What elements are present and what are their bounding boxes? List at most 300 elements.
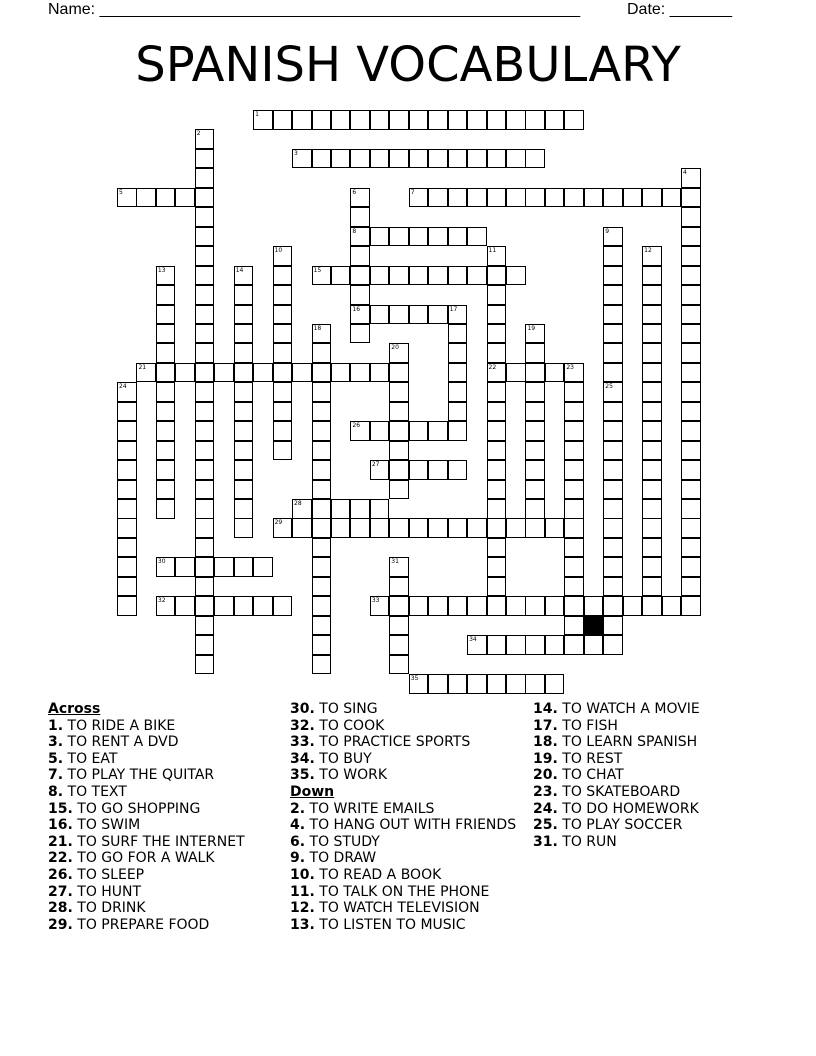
crossword-cell[interactable] [234,324,254,344]
crossword-cell[interactable] [175,596,195,616]
crossword-cell[interactable] [253,363,273,383]
crossword-cell[interactable] [312,343,332,363]
crossword-cell[interactable] [603,363,623,383]
crossword-cell[interactable] [506,149,526,169]
crossword-cell[interactable] [234,460,254,480]
crossword-cell[interactable] [409,674,429,694]
crossword-cell[interactable] [642,246,662,266]
crossword-cell[interactable] [448,227,468,247]
crossword-cell[interactable] [603,577,623,597]
crossword-cell[interactable] [117,421,137,441]
crossword-cell[interactable] [253,557,273,577]
crossword-cell[interactable] [175,557,195,577]
crossword-cell[interactable] [350,363,370,383]
crossword-cell[interactable] [409,518,429,538]
crossword-cell[interactable] [603,441,623,461]
crossword-cell[interactable] [350,246,370,266]
crossword-cell[interactable] [642,421,662,441]
crossword-cell[interactable] [195,285,215,305]
crossword-cell[interactable] [389,305,409,325]
crossword-cell[interactable] [428,421,448,441]
crossword-cell[interactable] [681,324,701,344]
crossword-cell[interactable] [273,402,293,422]
crossword-cell[interactable] [389,382,409,402]
crossword-cell[interactable] [409,188,429,208]
crossword-cell[interactable] [603,324,623,344]
crossword-cell[interactable] [487,538,507,558]
crossword-cell[interactable] [487,674,507,694]
crossword-cell[interactable] [525,674,545,694]
crossword-cell[interactable] [448,596,468,616]
crossword-cell[interactable] [350,227,370,247]
crossword-cell[interactable] [195,402,215,422]
crossword-cell[interactable] [506,674,526,694]
crossword-cell[interactable] [448,460,468,480]
crossword-cell[interactable] [389,635,409,655]
crossword-cell[interactable] [195,616,215,636]
crossword-cell[interactable] [195,518,215,538]
crossword-cell[interactable] [195,227,215,247]
crossword-cell[interactable] [681,499,701,519]
crossword-cell[interactable] [389,577,409,597]
crossword-cell[interactable] [292,363,312,383]
crossword-cell[interactable] [603,635,623,655]
crossword-cell[interactable] [525,635,545,655]
crossword-cell[interactable] [292,518,312,538]
crossword-cell[interactable] [525,382,545,402]
crossword-cell[interactable] [214,596,234,616]
crossword-cell[interactable] [195,382,215,402]
crossword-cell[interactable] [525,110,545,130]
crossword-cell[interactable] [312,382,332,402]
crossword-cell[interactable] [506,596,526,616]
crossword-cell[interactable] [487,577,507,597]
crossword-cell[interactable] [564,441,584,461]
crossword-cell[interactable] [428,227,448,247]
crossword-cell[interactable] [525,518,545,538]
crossword-cell[interactable] [448,421,468,441]
crossword-cell[interactable] [428,266,448,286]
crossword-cell[interactable] [292,499,312,519]
crossword-cell[interactable] [312,616,332,636]
crossword-cell[interactable] [350,110,370,130]
crossword-cell[interactable] [564,577,584,597]
crossword-cell[interactable] [681,227,701,247]
crossword-cell[interactable] [681,246,701,266]
crossword-cell[interactable] [312,110,332,130]
crossword-cell[interactable] [487,285,507,305]
crossword-cell[interactable] [467,635,487,655]
crossword-cell[interactable] [234,382,254,402]
crossword-cell[interactable] [370,227,390,247]
crossword-cell[interactable] [642,460,662,480]
crossword-cell[interactable] [195,363,215,383]
crossword-cell[interactable] [525,324,545,344]
crossword-cell[interactable] [195,596,215,616]
crossword-cell[interactable] [350,499,370,519]
crossword-cell[interactable] [642,538,662,558]
crossword-cell[interactable] [389,557,409,577]
crossword-cell[interactable] [681,285,701,305]
crossword-cell[interactable] [195,499,215,519]
crossword-cell[interactable] [273,421,293,441]
crossword-cell[interactable] [487,557,507,577]
crossword-cell[interactable] [195,324,215,344]
crossword-cell[interactable] [564,538,584,558]
crossword-cell[interactable] [603,421,623,441]
crossword-cell[interactable] [117,480,137,500]
crossword-cell[interactable] [467,266,487,286]
crossword-cell[interactable] [603,557,623,577]
crossword-cell[interactable] [603,246,623,266]
crossword-cell[interactable] [195,635,215,655]
crossword-cell[interactable] [487,441,507,461]
crossword-cell[interactable] [564,382,584,402]
crossword-cell[interactable] [156,460,176,480]
crossword-cell[interactable] [234,441,254,461]
crossword-cell[interactable] [156,480,176,500]
crossword-cell[interactable] [603,285,623,305]
crossword-cell[interactable] [195,149,215,169]
crossword-cell[interactable] [273,382,293,402]
crossword-cell[interactable] [487,518,507,538]
crossword-cell[interactable] [642,285,662,305]
crossword-cell[interactable] [545,363,565,383]
crossword-cell[interactable] [487,324,507,344]
crossword-cell[interactable] [681,168,701,188]
crossword-cell[interactable] [312,363,332,383]
crossword-cell[interactable] [448,149,468,169]
crossword-cell[interactable] [292,110,312,130]
crossword-cell[interactable] [467,149,487,169]
crossword-cell[interactable] [117,596,137,616]
crossword-cell[interactable] [487,343,507,363]
crossword-cell[interactable] [564,110,584,130]
crossword-cell[interactable] [234,285,254,305]
crossword-cell[interactable] [156,188,176,208]
crossword-cell[interactable] [117,538,137,558]
crossword-cell[interactable] [525,460,545,480]
crossword-cell[interactable] [487,460,507,480]
crossword-cell[interactable] [487,149,507,169]
crossword-cell[interactable] [642,343,662,363]
crossword-cell[interactable] [195,207,215,227]
crossword-cell[interactable] [234,363,254,383]
crossword-cell[interactable] [195,655,215,675]
crossword-cell[interactable] [467,110,487,130]
crossword-cell[interactable] [603,460,623,480]
crossword-cell[interactable] [487,421,507,441]
crossword-cell[interactable] [487,480,507,500]
crossword-cell[interactable] [681,480,701,500]
crossword-cell[interactable] [584,188,604,208]
crossword-cell[interactable] [214,557,234,577]
crossword-cell[interactable] [545,188,565,208]
crossword-cell[interactable] [117,460,137,480]
crossword-cell[interactable] [409,421,429,441]
crossword-cell[interactable] [409,149,429,169]
crossword-cell[interactable] [642,324,662,344]
crossword-cell[interactable] [195,305,215,325]
crossword-cell[interactable] [195,266,215,286]
crossword-cell[interactable] [389,343,409,363]
crossword-cell[interactable] [389,227,409,247]
crossword-cell[interactable] [117,557,137,577]
crossword-cell[interactable] [564,635,584,655]
crossword-cell[interactable] [428,674,448,694]
crossword-cell[interactable] [642,577,662,597]
crossword-cell[interactable] [253,596,273,616]
crossword-cell[interactable] [234,499,254,519]
crossword-cell[interactable] [681,577,701,597]
crossword-cell[interactable] [642,557,662,577]
crossword-cell[interactable] [448,382,468,402]
crossword-cell[interactable] [389,266,409,286]
crossword-cell[interactable] [234,518,254,538]
crossword-cell[interactable] [428,305,448,325]
crossword-cell[interactable] [195,577,215,597]
crossword-cell[interactable] [234,266,254,286]
crossword-cell[interactable] [409,305,429,325]
crossword-cell[interactable] [312,518,332,538]
crossword-cell[interactable] [312,557,332,577]
crossword-cell[interactable] [681,382,701,402]
crossword-cell[interactable] [487,110,507,130]
crossword-cell[interactable] [156,441,176,461]
crossword-cell[interactable] [564,480,584,500]
crossword-cell[interactable] [487,635,507,655]
crossword-cell[interactable] [681,207,701,227]
crossword-cell[interactable] [681,305,701,325]
crossword-cell[interactable] [389,616,409,636]
crossword-cell[interactable] [642,188,662,208]
crossword-cell[interactable] [584,596,604,616]
crossword-cell[interactable] [564,596,584,616]
crossword-cell[interactable] [681,460,701,480]
crossword-cell[interactable] [156,343,176,363]
crossword-cell[interactable] [409,596,429,616]
crossword-cell[interactable] [195,460,215,480]
crossword-cell[interactable] [642,480,662,500]
crossword-cell[interactable] [195,188,215,208]
crossword-cell[interactable] [506,266,526,286]
crossword-cell[interactable] [117,499,137,519]
crossword-cell[interactable] [603,480,623,500]
crossword-cell[interactable] [525,441,545,461]
crossword-cell[interactable] [525,343,545,363]
crossword-cell[interactable] [642,382,662,402]
crossword-cell[interactable] [603,538,623,558]
crossword-cell[interactable] [467,227,487,247]
crossword-cell[interactable] [448,266,468,286]
crossword-cell[interactable] [525,480,545,500]
crossword-cell[interactable] [350,266,370,286]
crossword-cell[interactable] [662,188,682,208]
crossword-cell[interactable] [448,674,468,694]
crossword-cell[interactable] [273,343,293,363]
crossword-cell[interactable] [448,402,468,422]
crossword-cell[interactable] [117,577,137,597]
crossword-cell[interactable] [195,129,215,149]
crossword-cell[interactable] [525,499,545,519]
crossword-cell[interactable] [603,227,623,247]
crossword-cell[interactable] [389,421,409,441]
crossword-cell[interactable] [312,266,332,286]
crossword-cell[interactable] [350,421,370,441]
crossword-cell[interactable] [292,149,312,169]
crossword-cell[interactable] [448,343,468,363]
crossword-cell[interactable] [331,149,351,169]
crossword-cell[interactable] [603,343,623,363]
crossword-cell[interactable] [175,363,195,383]
crossword-cell[interactable] [389,596,409,616]
crossword-cell[interactable] [312,577,332,597]
crossword-cell[interactable] [681,518,701,538]
crossword-cell[interactable] [156,596,176,616]
crossword-cell[interactable] [234,596,254,616]
crossword-cell[interactable] [273,285,293,305]
crossword-cell[interactable] [331,499,351,519]
crossword-cell[interactable] [487,188,507,208]
crossword-cell[interactable] [175,188,195,208]
crossword-cell[interactable] [603,518,623,538]
crossword-cell[interactable] [350,305,370,325]
crossword-cell[interactable] [136,363,156,383]
crossword-cell[interactable] [448,110,468,130]
crossword-cell[interactable] [370,460,390,480]
crossword-cell[interactable] [428,460,448,480]
crossword-cell[interactable] [312,480,332,500]
crossword-cell[interactable] [603,402,623,422]
crossword-cell[interactable] [545,674,565,694]
crossword-cell[interactable] [681,343,701,363]
crossword-cell[interactable] [487,246,507,266]
crossword-cell[interactable] [156,402,176,422]
crossword-cell[interactable] [487,402,507,422]
crossword-cell[interactable] [642,402,662,422]
crossword-cell[interactable] [350,188,370,208]
crossword-cell[interactable] [370,266,390,286]
crossword-cell[interactable] [273,305,293,325]
crossword-cell[interactable] [448,324,468,344]
crossword-cell[interactable] [564,518,584,538]
crossword-cell[interactable] [603,305,623,325]
crossword-cell[interactable] [331,363,351,383]
crossword-cell[interactable] [312,635,332,655]
crossword-cell[interactable] [350,285,370,305]
crossword-cell[interactable] [603,616,623,636]
crossword-cell[interactable] [642,499,662,519]
crossword-cell[interactable] [525,402,545,422]
crossword-cell[interactable] [156,324,176,344]
crossword-cell[interactable] [448,188,468,208]
crossword-cell[interactable] [350,207,370,227]
crossword-cell[interactable] [681,402,701,422]
crossword-cell[interactable] [389,149,409,169]
crossword-cell[interactable] [564,421,584,441]
crossword-cell[interactable] [350,518,370,538]
crossword-cell[interactable] [156,557,176,577]
crossword-cell[interactable] [525,596,545,616]
crossword-cell[interactable] [273,246,293,266]
crossword-cell[interactable] [603,188,623,208]
crossword-cell[interactable] [642,441,662,461]
crossword-cell[interactable] [642,363,662,383]
crossword-cell[interactable] [409,460,429,480]
crossword-cell[interactable] [448,305,468,325]
crossword-cell[interactable] [370,518,390,538]
crossword-cell[interactable] [117,382,137,402]
crossword-cell[interactable] [428,110,448,130]
crossword-cell[interactable] [389,110,409,130]
crossword-cell[interactable] [681,557,701,577]
crossword-cell[interactable] [389,460,409,480]
crossword-cell[interactable] [156,266,176,286]
crossword-cell[interactable] [195,421,215,441]
crossword-cell[interactable] [234,402,254,422]
crossword-cell[interactable] [603,499,623,519]
crossword-cell[interactable] [564,363,584,383]
crossword-cell[interactable] [564,460,584,480]
crossword-cell[interactable] [389,518,409,538]
crossword-cell[interactable] [467,188,487,208]
crossword-cell[interactable] [623,188,643,208]
crossword-cell[interactable] [428,518,448,538]
crossword-cell[interactable] [506,635,526,655]
crossword-cell[interactable] [312,421,332,441]
crossword-cell[interactable] [156,382,176,402]
crossword-cell[interactable] [525,188,545,208]
crossword-cell[interactable] [253,110,273,130]
crossword-cell[interactable] [370,596,390,616]
crossword-cell[interactable] [662,596,682,616]
crossword-cell[interactable] [312,655,332,675]
crossword-cell[interactable] [195,480,215,500]
crossword-cell[interactable] [234,421,254,441]
crossword-cell[interactable] [603,596,623,616]
crossword-cell[interactable] [370,149,390,169]
crossword-cell[interactable] [273,324,293,344]
crossword-cell[interactable] [312,499,332,519]
crossword-cell[interactable] [156,499,176,519]
crossword-cell[interactable] [370,110,390,130]
crossword-cell[interactable] [273,266,293,286]
crossword-cell[interactable] [370,305,390,325]
crossword-cell[interactable] [487,363,507,383]
crossword-cell[interactable] [195,246,215,266]
crossword-cell[interactable] [273,518,293,538]
crossword-cell[interactable] [273,363,293,383]
crossword-cell[interactable] [117,188,137,208]
crossword-cell[interactable] [331,518,351,538]
crossword-cell[interactable] [506,110,526,130]
crossword-cell[interactable] [467,596,487,616]
crossword-cell[interactable] [156,421,176,441]
crossword-cell[interactable] [350,324,370,344]
crossword-cell[interactable] [312,460,332,480]
crossword-cell[interactable] [234,305,254,325]
crossword-cell[interactable] [545,596,565,616]
crossword-cell[interactable] [428,149,448,169]
crossword-cell[interactable] [156,363,176,383]
crossword-cell[interactable] [681,266,701,286]
crossword-cell[interactable] [487,382,507,402]
crossword-cell[interactable] [681,596,701,616]
crossword-cell[interactable] [370,499,390,519]
crossword-cell[interactable] [487,596,507,616]
crossword-cell[interactable] [681,363,701,383]
crossword-cell[interactable] [195,538,215,558]
